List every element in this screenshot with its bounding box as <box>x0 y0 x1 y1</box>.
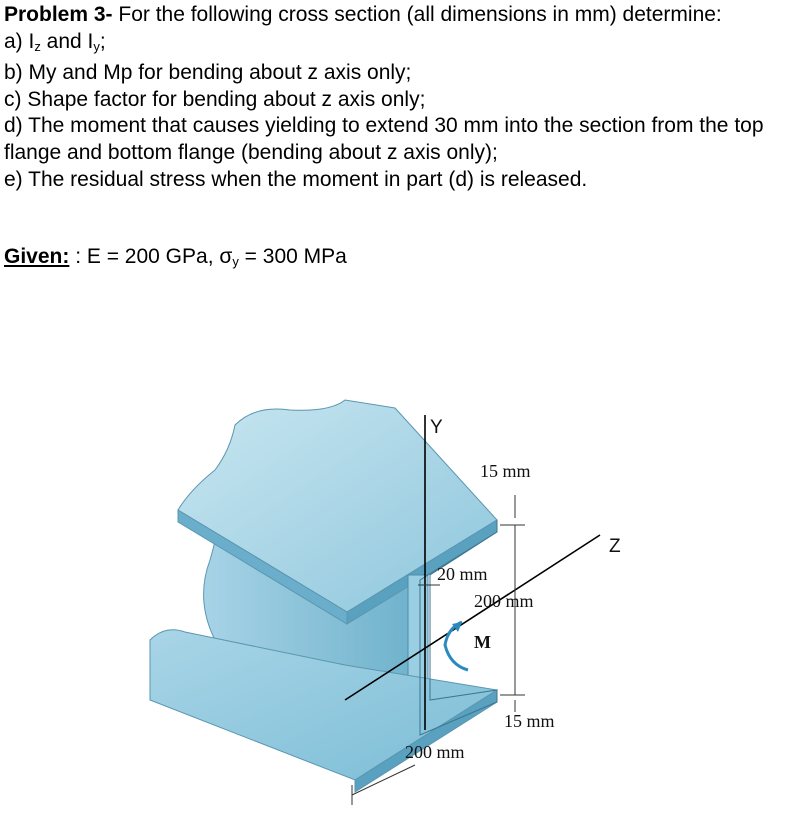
given-sub: y <box>232 254 239 269</box>
dim-bottom-flange-label: 15 mm <box>504 711 555 731</box>
dim-width-label: 200 mm <box>405 742 465 762</box>
dim-height-label: 200 mm <box>474 591 534 611</box>
given-text: : E = 200 GPa, σ <box>69 245 233 268</box>
given-label: Given: <box>4 245 70 268</box>
item-a-sub-y: y <box>93 38 100 54</box>
item-a-mid: and I <box>40 29 94 53</box>
moment-label: M <box>474 632 491 652</box>
item-d: d) The moment that causes yielding to extend 30 mm into the section from the top flange and bottom flange (bending about z axis only); <box>4 114 764 164</box>
item-e: e) The residual stress when the moment in part (d) is released. <box>4 167 588 191</box>
given-text-end: = 300 MPa <box>238 245 347 268</box>
y-axis-label: Y <box>430 417 443 438</box>
item-b: b) My and Mp for bending about z axis only; <box>4 61 412 85</box>
dim-web-label: 20 mm <box>437 564 488 584</box>
problem-intro-text: For the following cross section (all dimensions in mm) determine: <box>112 3 722 26</box>
problem-title: Problem 3- <box>4 3 113 26</box>
z-axis-label: Z <box>609 536 621 557</box>
item-a-sub-z: z <box>34 38 41 54</box>
item-a-end: ; <box>99 29 106 53</box>
dim-top-flange-label: 15 mm <box>480 461 531 481</box>
item-a-text: a) I <box>4 29 35 53</box>
item-c: c) Shape factor for bending about z axis only; <box>4 87 426 111</box>
